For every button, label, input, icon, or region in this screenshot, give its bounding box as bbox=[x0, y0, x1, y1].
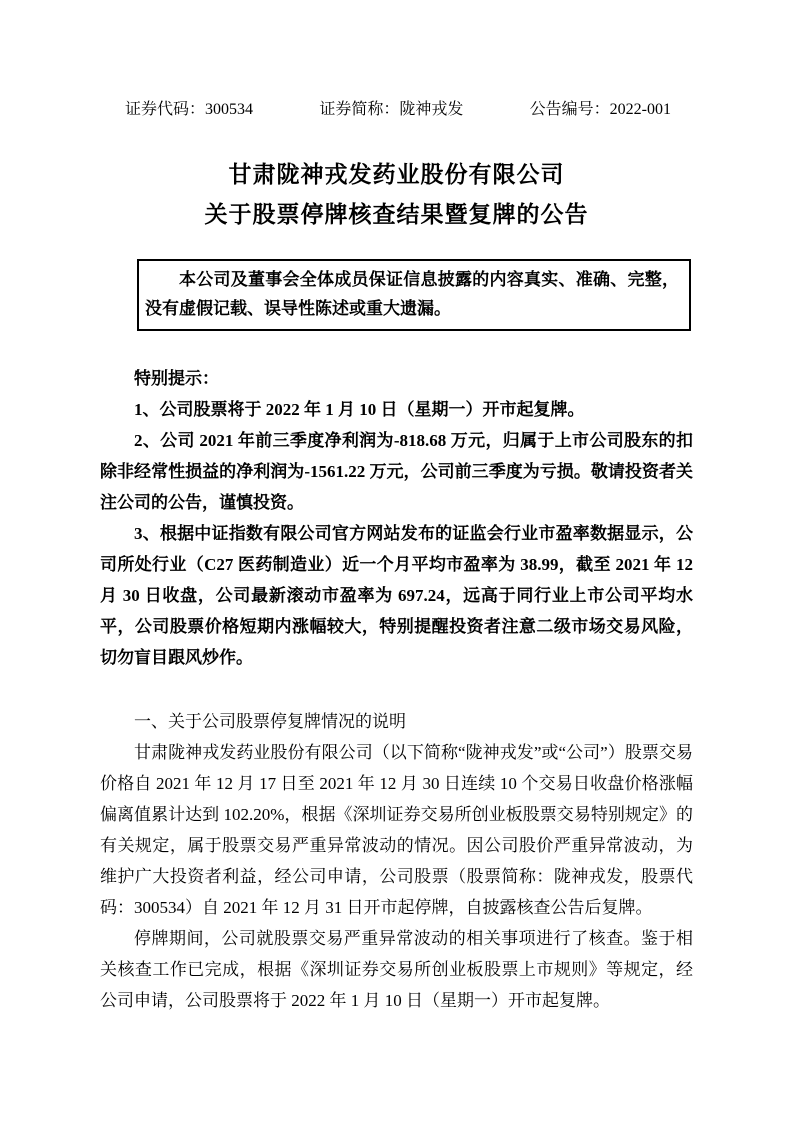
announcement-number: 公告编号：2022-001 bbox=[529, 101, 671, 118]
special-notice-item: 1、公司股票将于 2022 年 1 月 10 日（星期一）开市起复牌。 bbox=[134, 400, 585, 419]
stock-code: 证券代码：300534 bbox=[125, 101, 254, 118]
special-notice-heading: 特别提示： bbox=[134, 369, 219, 388]
special-notice-item: 3、根据中证指数有限公司官方网站发布的证监会行业市盈率数据显示，公司所处行业（C27 医药制造业）近一个月平均市盈率为 38.99，截至 2021 年 12 月 30 日收盘，公司最新滚动市盈率为 697.24，远高于同行业上市公司平均水平，公司股票价格短期内涨幅较大，特别提醒投资者注意二级市场交易风险，切勿盲目跟风炒作。 bbox=[100, 524, 693, 667]
section-heading: 一、关于公司股票停复牌情况的说明 bbox=[134, 712, 406, 731]
document-header bbox=[125, 100, 671, 120]
stock-abbr: 证券简称：陇神戎发 bbox=[319, 101, 464, 118]
title-block bbox=[100, 155, 693, 235]
declaration-text: 本公司及董事会全体成员保证信息披露的内容真实、准确、完整，没有虚假记载、误导性陈述或重大遗漏。 bbox=[145, 270, 679, 318]
company-name-title: 甘肃陇神戎发药业股份有限公司 bbox=[228, 162, 565, 187]
special-notice-section bbox=[100, 363, 693, 673]
announcement-title: 关于股票停牌核查结果暨复牌的公告 bbox=[204, 202, 589, 227]
section-paragraph: 停牌期间，公司就股票交易严重异常波动的相关事项进行了核查。鉴于相关核查工作已完成，根据《深圳证券交易所创业板股票上市规则》等规定，经公司申请，公司股票将于 2022 年 1 月 10 日（星期一）开市起复牌。 bbox=[100, 929, 693, 1010]
section-stock-suspension bbox=[100, 706, 693, 1016]
special-notice-item: 2、公司 2021 年前三季度净利润为-818.68 万元，归属于上市公司股东的扣除非经常性损益的净利润为-1561.22 万元，公司前三季度为亏损。敬请投资者关注公司的公告，谨慎投资。 bbox=[100, 431, 693, 512]
declaration-box bbox=[137, 259, 691, 331]
section-paragraph: 甘肃陇神戎发药业股份有限公司（以下简称“陇神戎发”或“公司”）股票交易价格自 2021 年 12 月 17 日至 2021 年 12 月 30 日连续 10 个交易日收盘价格涨幅偏离值累计达到 102.20%，根据《深圳证券交易所创业板股票交易特别规定》的有关规定，属于股票交易严重异常波动的情况。因公司股价严重异常波动，为维护广大投资者利益，经公司申请，公司股票（股票简称：陇神戎发，股票代码：300534）自 2021 年 12 月 31 日开市起停牌，自披露核查公告后复牌。 bbox=[100, 743, 693, 917]
